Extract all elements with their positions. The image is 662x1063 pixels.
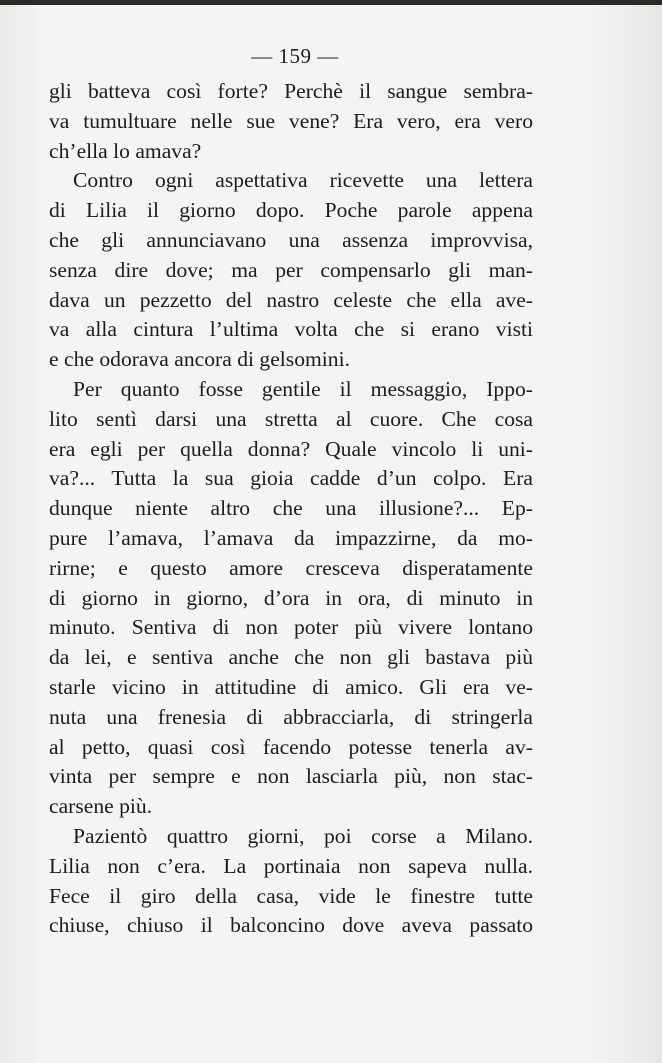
text-line: Lilia non c’era. La portinaia non sapeva nulla. [49, 853, 533, 878]
text-line: al petto, quasi così facendo potesse tenerla av- [49, 734, 533, 759]
text-line: senza dire dove; ma per compensarlo gli man- [49, 257, 533, 282]
text-line: gli batteva così forte? Perchè il sangue sembra- [49, 79, 533, 103]
text-line: nuta una frenesia di abbracciarla, di stringerla [49, 704, 533, 729]
text-line: e che odorava ancora di gelsomini. [49, 347, 350, 372]
text-line: chiuse, chiuso il balconcino dove aveva passato [49, 913, 533, 938]
text-line: va alla cintura l’ultima volta che si erano visti [49, 317, 533, 342]
text-line: starle vicino in attitudine di amico. Gli era ve- [49, 674, 533, 699]
text-line: minuto. Sentiva di non poter più vivere lontano [49, 615, 533, 640]
page-number: — 159 — [251, 44, 339, 68]
text-line: di Lilia il giorno dopo. Poche parole appena [49, 198, 533, 223]
text-line: che gli annunciavano una assenza improvvisa, [49, 227, 533, 252]
text-line: Pazientò quattro giorni, poi corse a Milano. [73, 823, 533, 848]
text-line: vinta per sempre e non lasciarla più, non stac- [49, 764, 533, 789]
text-line: di giorno in giorno, d’ora in ora, di minuto in [49, 585, 533, 610]
text-line: pure l’amava, l’amava da impazzirne, da mo- [49, 525, 533, 550]
text-line: Contro ogni aspettativa ricevette una lettera [73, 168, 533, 193]
text-line: lito sentì darsi una stretta al cuore. Che cosa [49, 406, 533, 431]
text-line: va?... Tutta la sua gioia cadde d’un colpo. Era [49, 466, 533, 491]
text-line: dunque niente altro che una illusione?... Ep- [49, 496, 533, 521]
text-line: ch’ella lo amava? [49, 138, 202, 163]
body-text [49, 77, 533, 941]
text-line: da lei, e sentiva anche che non gli bastava più [49, 645, 533, 670]
text-line: rirne; e questo amore cresceva disperatamente [49, 555, 533, 580]
page-top-edge [0, 0, 662, 5]
text-line: Per quanto fosse gentile il messaggio, Ippo- [73, 376, 533, 401]
text-line: Fece il giro della casa, vide le finestre tutte [49, 883, 533, 908]
text-line: era egli per quella donna? Quale vincolo li uni- [49, 436, 533, 461]
text-line: carsene più. [49, 794, 153, 819]
text-line: va tumultuare nelle sue vene? Era vero, era vero [49, 108, 533, 133]
text-line: dava un pezzetto del nastro celeste che ella ave- [49, 287, 533, 312]
